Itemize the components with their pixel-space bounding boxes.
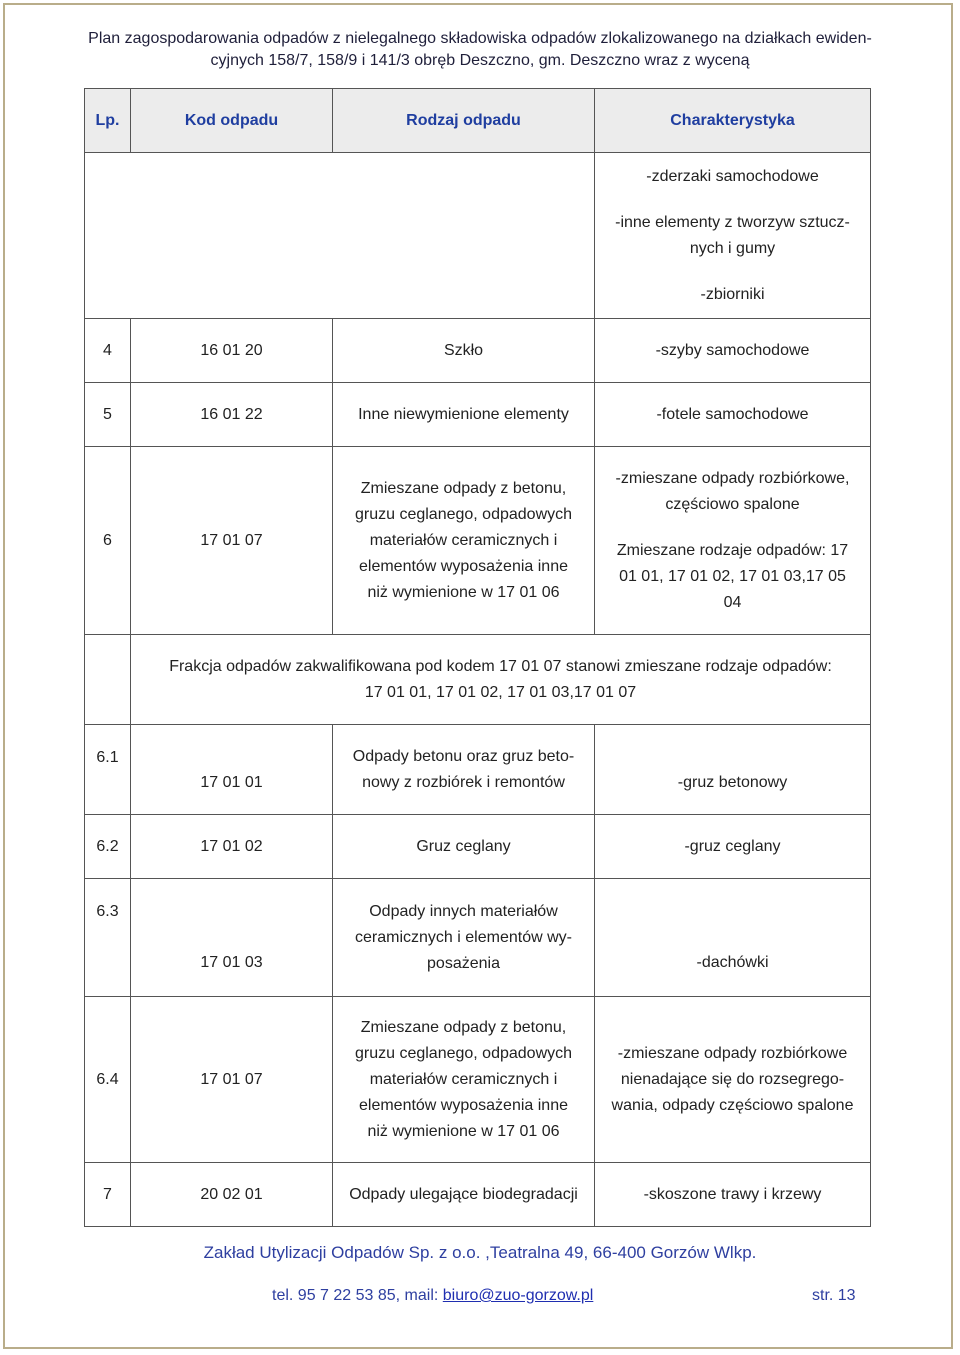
lp-cell: 6.3 [85, 879, 131, 997]
rodzaj-line: ceramicznych i elementów wy- [355, 928, 572, 946]
footer-company: Zakład Utylizacji Odpadów Sp. z o.o. ,Teatralna 49, 66-400 Gorzów Wlkp. [203, 1243, 757, 1262]
char-value: -dachówki [696, 954, 769, 971]
rodzaj-line: Odpady betonu oraz gruz beto- [352, 747, 575, 765]
char-line: -zmieszane odpady rozbiórkowe, [615, 469, 850, 487]
char-value: -gruz betonowy [677, 774, 788, 791]
characteristics-cell [595, 153, 871, 319]
header-lp: Lp. [85, 89, 131, 153]
header-line-2: cyjnych 158/7, 158/9 i 141/3 obręb Deszczno, gm. Deszczno wraz z wyceną [210, 52, 750, 69]
footer-contact [272, 1287, 593, 1305]
kod-value: 17 01 01 [200, 774, 263, 791]
rodzaj-line: elementów wyposażenia inne [358, 1096, 568, 1114]
rodzaj-line: posażenia [427, 954, 500, 972]
rodzaj-line: materiałów ceramicznych i [369, 1070, 558, 1088]
char-line: wania, odpady częściowo spalone [611, 1096, 854, 1114]
rodzaj-line: elementów wyposażenia inne [358, 557, 568, 575]
lp-cell: 6.2 [85, 815, 131, 879]
rodzaj-line: materiałów ceramicznych i [369, 531, 558, 549]
header-kod: Kod odpadu [131, 89, 333, 153]
lp-cell: 6 [85, 447, 131, 635]
rodzaj-line: Zmieszane odpady z betonu, [360, 1018, 567, 1036]
empty-cell [85, 635, 131, 725]
lp-cell: 6.1 [85, 725, 131, 815]
rodzaj-cell: Odpady ulegające biodegradacji [333, 1163, 595, 1227]
lp-cell: 7 [85, 1163, 131, 1227]
rodzaj-line: niż wymienione w 17 01 06 [367, 583, 560, 601]
rodzaj-cell: Inne niewymienione elementy [333, 383, 595, 447]
char-line: -zmieszane odpady rozbiórkowe [617, 1044, 848, 1062]
char-cell [595, 725, 871, 815]
empty-cell [85, 153, 595, 319]
kod-cell: 20 02 01 [131, 1163, 333, 1227]
rodzaj-cell [333, 997, 595, 1163]
rodzaj-cell [333, 879, 595, 997]
char-cell: -skoszone trawy i krzewy [595, 1163, 871, 1227]
table-row [85, 997, 871, 1163]
kod-cell [131, 725, 333, 815]
char-line: częściowo spalone [665, 495, 800, 513]
char-line: nienadające się do rozsegrego- [620, 1070, 845, 1088]
rodzaj-line: gruzu ceglanego, odpadowych [354, 1044, 573, 1062]
table-row [85, 447, 871, 635]
header-rodzaj: Rodzaj odpadu [333, 89, 595, 153]
kod-cell: 17 01 02 [131, 815, 333, 879]
header-line-1: Plan zagospodarowania odpadów z nielegalnego składowiska odpadów zlokalizowanego na działkach ewiden- [88, 30, 872, 47]
rodzaj-line: niż wymienione w 17 01 06 [367, 1122, 560, 1140]
table-row [85, 1163, 871, 1227]
table-row [85, 635, 871, 725]
table-row [85, 153, 871, 319]
rodzaj-line: Zmieszane odpady z betonu, [360, 479, 567, 497]
char-cell: -gruz ceglany [595, 815, 871, 879]
char-cell [595, 997, 871, 1163]
fraction-note-line: 17 01 01, 17 01 02, 17 01 03,17 01 07 [364, 683, 637, 701]
header-charakterystyka: Charakterystyka [595, 89, 871, 153]
rodzaj-cell [333, 447, 595, 635]
kod-cell: 17 01 07 [131, 997, 333, 1163]
char-item: -zbiorniki [700, 285, 765, 303]
kod-cell: 17 01 07 [131, 447, 333, 635]
footer-contact-text: tel. 95 7 22 53 85, mail: [272, 1287, 443, 1304]
kod-value: 17 01 03 [200, 954, 263, 971]
char-cell [595, 447, 871, 635]
fraction-note-line: Frakcja odpadów zakwalifikowana pod kodem 17 01 07 stanowi zmieszane rodzaje odpadów: [169, 657, 832, 675]
rodzaj-cell [333, 725, 595, 815]
kod-cell [131, 879, 333, 997]
document-header [60, 28, 900, 72]
table-row [85, 879, 871, 997]
rodzaj-line: Odpady innych materiałów [369, 902, 558, 920]
lp-cell: 6.4 [85, 997, 131, 1163]
char-line: Zmieszane rodzaje odpadów: 17 [616, 541, 849, 559]
char-line: 01 01, 17 01 02, 17 01 03,17 05 [619, 567, 846, 585]
char-cell: -szyby samochodowe [595, 319, 871, 383]
lp-cell: 4 [85, 319, 131, 383]
table-row [85, 383, 871, 447]
table-row [85, 319, 871, 383]
char-item: -inne elementy z tworzyw sztucz- [615, 213, 850, 231]
table-header-row [85, 89, 871, 153]
fraction-note-cell [131, 635, 871, 725]
page-number: str. 13 [812, 1287, 856, 1304]
table-row [85, 815, 871, 879]
char-cell: -fotele samochodowe [595, 383, 871, 447]
email-link[interactable]: biuro@zuo-gorzow.pl [442, 1287, 594, 1304]
char-line: 04 [723, 593, 742, 611]
lp-cell: 5 [85, 383, 131, 447]
table-row [85, 725, 871, 815]
waste-table [84, 88, 871, 1227]
rodzaj-line: gruzu ceglanego, odpadowych [354, 505, 573, 523]
rodzaj-line: nowy z rozbiórek i remontów [362, 773, 565, 791]
rodzaj-cell: Gruz ceglany [333, 815, 595, 879]
char-item: -zderzaki samochodowe [646, 167, 819, 185]
kod-cell: 16 01 20 [131, 319, 333, 383]
char-cell [595, 879, 871, 997]
kod-cell: 16 01 22 [131, 383, 333, 447]
char-item: nych i gumy [689, 239, 776, 257]
rodzaj-cell: Szkło [333, 319, 595, 383]
